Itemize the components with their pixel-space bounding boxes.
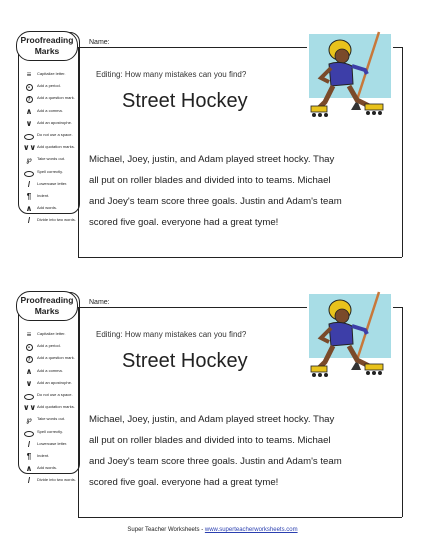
mark-item: ? Add a question mark. [23,355,79,367]
proofreading-marks-panel [18,32,80,226]
mark-item: ∨∨ Add quotation marks. [23,143,75,153]
mark-item: / Divide into two words. [23,217,79,229]
delete-symbol-icon: ℘ [26,155,32,165]
spell-symbol-icon [23,429,35,439]
comma-symbol-icon: ∧ [25,106,33,116]
divider [78,517,402,518]
quotation-symbol-icon: ∨∨ [23,403,36,413]
period-symbol-icon: • [23,343,35,351]
indent-symbol-icon: ¶ [26,451,32,461]
spell-symbol-icon [23,169,35,179]
mark-item: ≡ Capitalize letter. [23,331,79,343]
mark-item: Spell correctly. [23,169,79,181]
name-label: Name: [89,299,110,306]
worksheet-1 [0,22,425,287]
proofreading-marks-list [23,331,79,489]
mark-item: ? Add a question mark. [23,95,79,107]
mark-item: / Lowercase letter. [23,181,79,193]
footer-link[interactable]: www.superteacherworksheets.com [204,527,298,533]
worksheet-title: Street Hockey [122,90,248,112]
mark-item: ℘ Take words out. [23,416,79,428]
hockey-player-illustration [307,290,393,382]
mark-item: / Divide into two words. [23,477,79,489]
proofreading-marks-title: Proofreading Marks [16,291,78,321]
apostrophe-symbol-icon: ∨ [25,378,33,388]
add-words-symbol-icon: ∧ [25,464,33,474]
editing-prompt: Editing: How many mistakes can you find? [96,330,247,339]
proofreading-marks-panel [18,292,80,486]
add-words-symbol-icon: ∧ [25,204,33,214]
mark-item: Do not use a space. [23,392,79,404]
mark-item: • Add a period. [23,83,79,95]
proofreading-marks-list [23,71,79,229]
divider [78,257,402,258]
proofreading-marks-title: Proofreading Marks [16,31,78,61]
mark-item: • Add a period. [23,343,79,355]
question-symbol-icon: ? [27,357,31,364]
apostrophe-symbol-icon: ∨ [25,118,33,128]
period-symbol-icon: • [23,83,35,91]
paragraph-to-edit: Michael, Joey, justin, and Adam played street hocky. Thay all put on roller blades and divided into to teams. Michael and Joey's team score three goals. Justin and Adam's team scored five goal. everyone had a great tyme! [89,154,342,228]
quotation-symbol-icon: ∨∨ [23,143,36,153]
mark-item: ∧ Add a comma. [23,368,79,380]
mark-item: / Lowercase letter. [23,441,79,453]
mark-item: ≡ Capitalize letter. [23,71,79,83]
indent-symbol-icon: ¶ [26,191,32,201]
capitalize-symbol-icon: ≡ [26,330,32,339]
mark-item: ¶ Indent. [23,453,79,465]
no-space-symbol-icon [23,392,35,402]
capitalize-symbol-icon: ≡ [26,70,32,79]
worksheet-title: Street Hockey [122,350,248,372]
mark-item: Spell correctly. [23,429,79,441]
hockey-player-illustration [307,30,393,122]
name-label: Name: [89,39,110,46]
mark-item: ∨∨ Add quotation marks. [23,403,75,413]
mark-item: ¶ Indent. [23,193,79,205]
editing-prompt: Editing: How many mistakes can you find? [96,70,247,79]
mark-item: Do not use a space. [23,132,79,144]
lowercase-symbol-icon: / [27,179,31,189]
mark-item: ℘ Take words out. [23,156,79,168]
delete-symbol-icon: ℘ [26,415,32,425]
mark-item: ∧ Add words. [23,465,79,477]
lowercase-symbol-icon: / [27,439,31,449]
worksheet-2 [0,282,425,547]
mark-item: ∨ Add an apostrophe. [23,120,79,132]
divide-symbol-icon: / [27,476,31,486]
comma-symbol-icon: ∧ [25,366,33,376]
footer [0,527,425,533]
footer-site-name: Super Teacher Worksheets - [127,527,205,533]
mark-item: ∨ Add an apostrophe. [23,380,79,392]
divider [78,47,79,257]
divide-symbol-icon: / [27,216,31,226]
paragraph-to-edit: Michael, Joey, justin, and Adam played street hocky. Thay all put on roller blades and divided into to teams. Michael and Joey's team score three goals. Justin and Adam's team scored five goal. everyone had a great tyme! [89,414,342,488]
mark-item: ∧ Add words. [23,205,79,217]
mark-item: ∧ Add a comma. [23,108,79,120]
question-symbol-icon: ? [27,97,31,104]
no-space-symbol-icon [23,132,35,142]
divider [78,307,79,517]
